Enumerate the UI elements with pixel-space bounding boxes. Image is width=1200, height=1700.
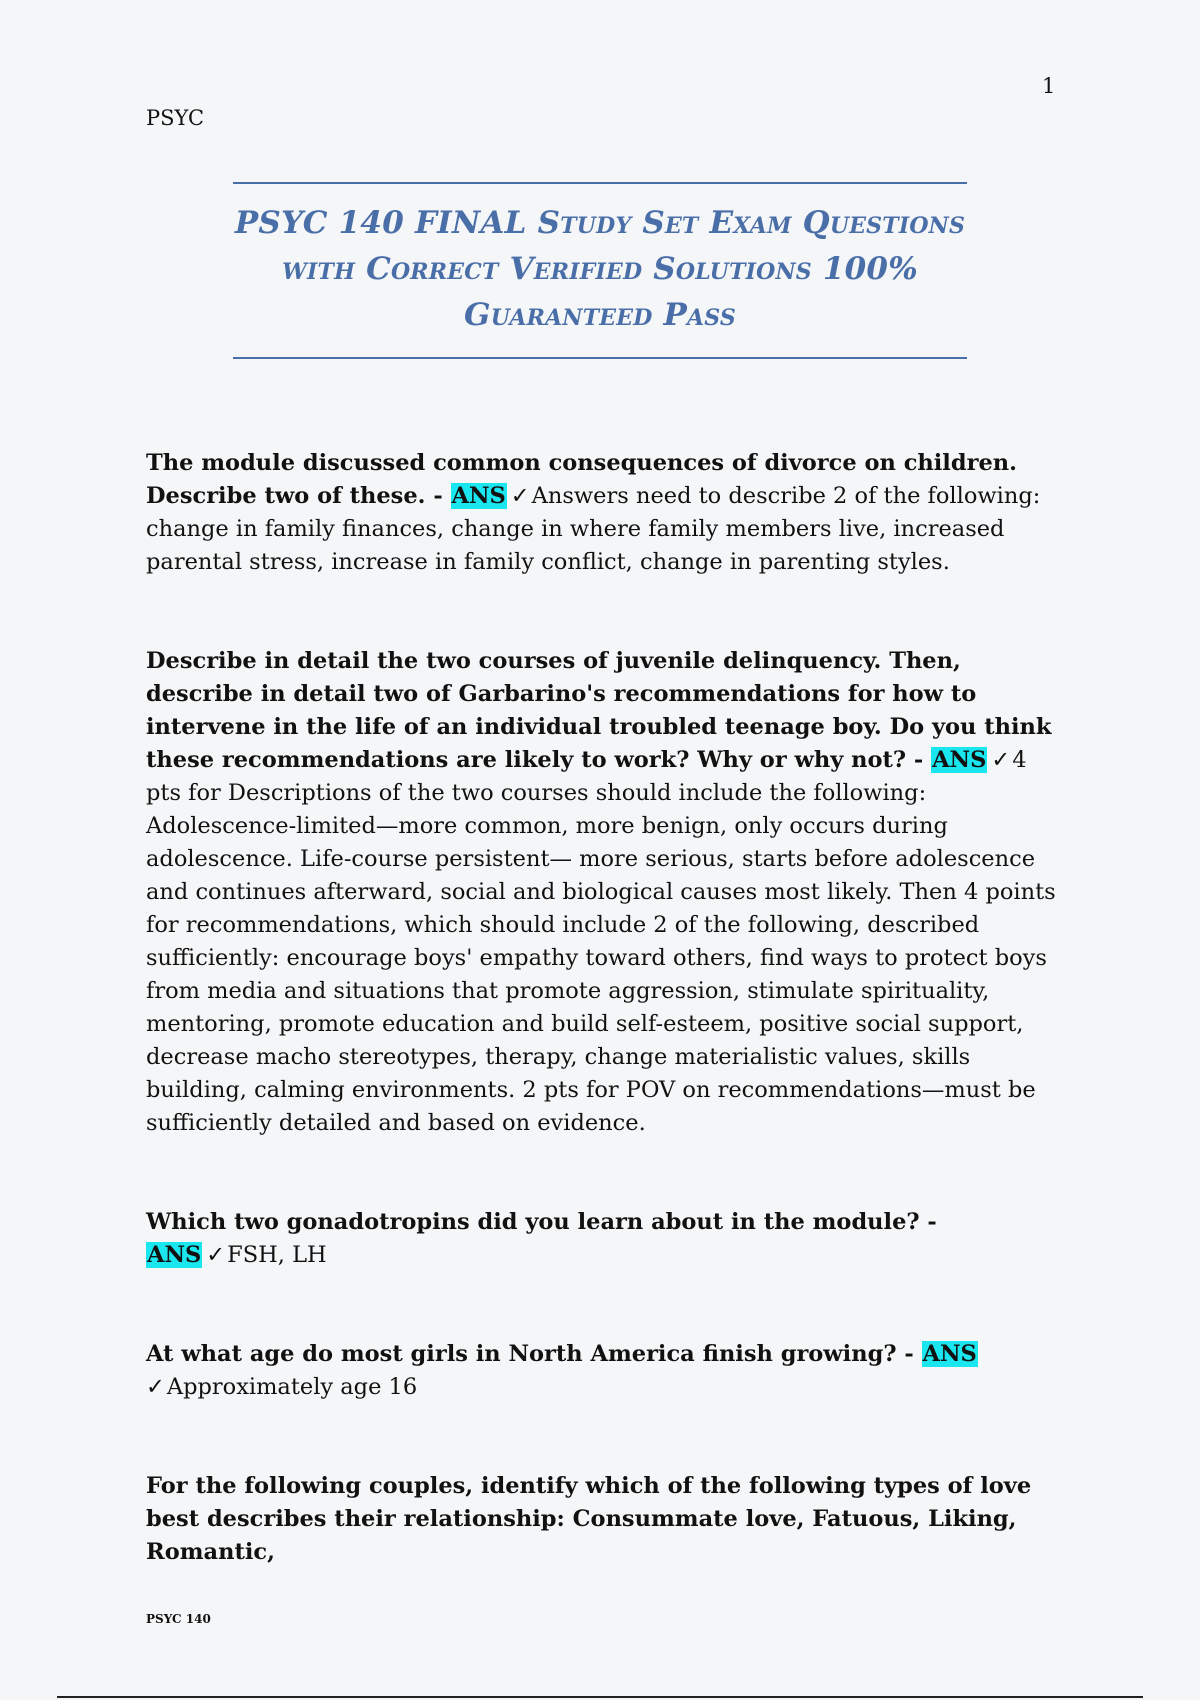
ans-label: ANS [451,483,506,509]
check-icon: ✓ [510,483,530,509]
footer-label: PSYC 140 [146,1612,211,1626]
answer-separator: - [896,1341,922,1367]
page-number: 1 [1042,74,1056,98]
title-rule-top [233,182,967,184]
footer-rule [57,1696,1143,1698]
qa-item [146,1338,1058,1404]
answer-separator: - [425,483,451,509]
question-text: Describe in detail the two courses of juvenile delinquency. Then, describe in detail two of Garbarino's recommendations for how to intervene in the life of an individual troubled teenage boy. Do you think these recommendations are likely to work? Why or why not? [146,648,1052,773]
question-text: Which two gonadotropins did you learn about in the module? [146,1209,920,1235]
answer-separator: - [919,1209,937,1235]
qa-item [146,1470,1058,1569]
answer-text: FSH, LH [227,1242,327,1268]
title-line-3: Guaranteed Pass [464,297,736,333]
answer-text: 4 pts for Descriptions of the two courses should include the following: Adolescence-limited—more common, more benign, only occurs during adolescence. Life-course persistent— more serious, starts before adolescence and continues afterward, social and biological causes most likely. Then 4 points for recommendations, which should include 2 of the following, described sufficiently: encourage boys' empathy toward others, find ways to protect boys from media and situations that promote aggression, stimulate spirituality, mentoring, promote education and build self-esteem, positive social support, decrease macho stereotypes, therapy, change materialistic values, skills building, calming environments. 2 pts for POV on recommendations—must be sufficiently detailed and based on evidence. [146,747,1056,1136]
ans-label: ANS [932,747,987,773]
title-rule-bottom [233,357,967,359]
qa-item [146,1206,1058,1272]
check-icon: ✓ [206,1242,226,1268]
ans-label: ANS [922,1341,977,1367]
check-icon: ✓ [146,1374,165,1400]
document-title [233,200,967,338]
ans-label: ANS [147,1242,202,1268]
question-text: For the following couples, identify which of the following types of love best describes their relationship: Consummate love, Fatuous, Liking, Romantic, [146,1473,1032,1565]
qa-item [146,447,1058,579]
question-text: At what age do most girls in North America finish growing? [146,1341,897,1367]
qa-list [146,447,1058,1569]
answer-separator: - [906,747,932,773]
title-line-1: PSYC 140 FINAL Study Set Exam Questions [234,205,966,241]
running-header: PSYC [146,106,205,130]
answer-text: Answers need to describe 2 of the following: change in family finances, change in where family members live, increased parental stress, increase in family conflict, change in parenting styles. [146,483,1041,575]
title-line-2: with Correct Verified Solutions 100% [282,251,918,287]
question-text: The module discussed common consequences of divorce on children. Describe two of these. [146,450,1017,509]
qa-item [146,645,1058,1140]
answer-text: Approximately age 16 [166,1374,418,1400]
check-icon: ✓ [991,747,1011,773]
